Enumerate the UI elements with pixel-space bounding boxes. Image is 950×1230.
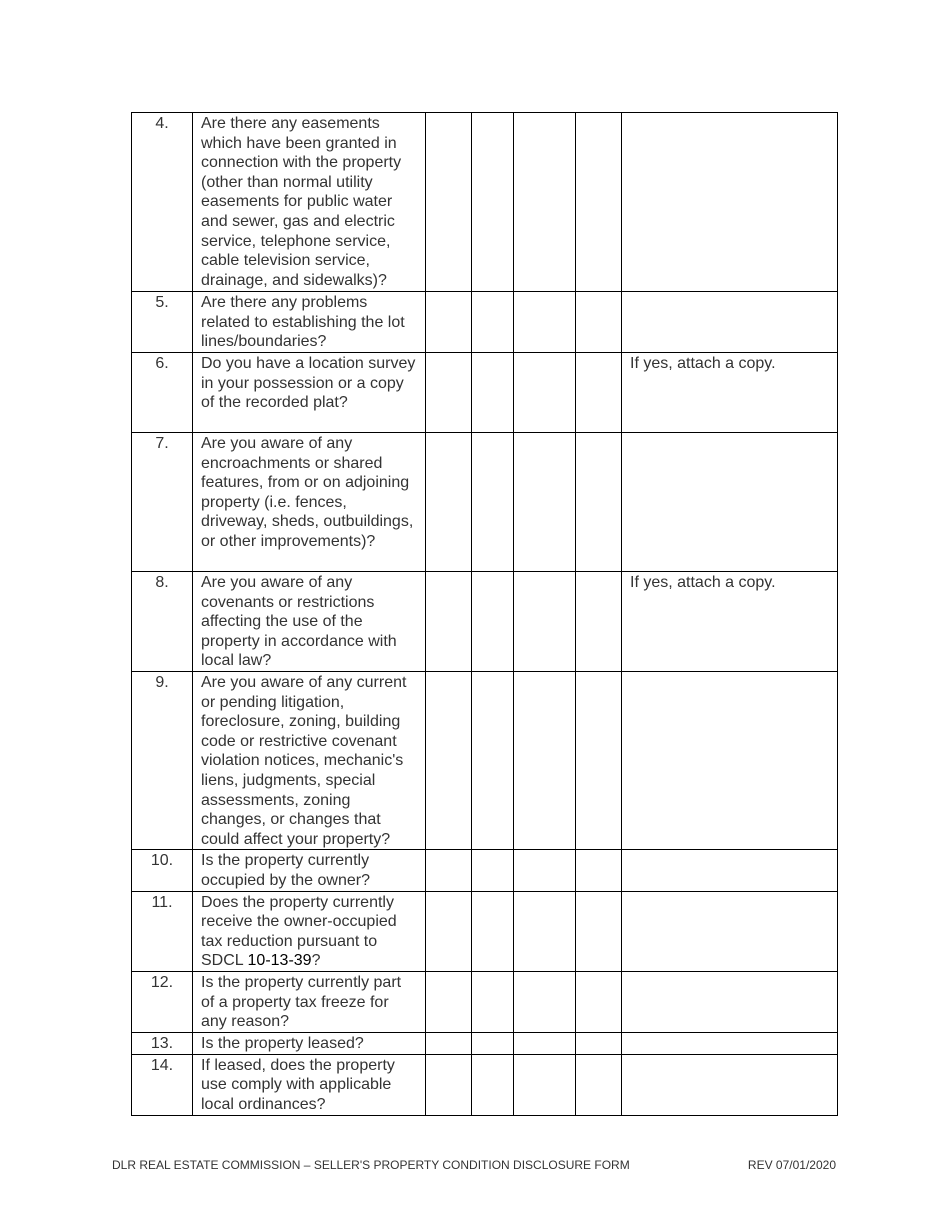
question-text: Is the property leased? <box>193 1032 426 1054</box>
unknown-cell[interactable] <box>514 353 576 433</box>
na-cell[interactable] <box>576 1054 622 1115</box>
row-number: 12. <box>132 971 193 1032</box>
question-text: Is the property currently part of a property tax freeze for any reason? <box>193 971 426 1032</box>
na-cell[interactable] <box>576 1032 622 1054</box>
row-number: 9. <box>132 672 193 850</box>
yes-cell[interactable] <box>426 292 472 353</box>
comment-cell[interactable] <box>622 113 838 292</box>
unknown-cell[interactable] <box>514 891 576 971</box>
disclosure-table <box>131 112 838 1116</box>
no-cell[interactable] <box>472 1032 514 1054</box>
comment-cell[interactable] <box>622 971 838 1032</box>
unknown-cell[interactable] <box>514 113 576 292</box>
no-cell[interactable] <box>472 1054 514 1115</box>
row-number: 6. <box>132 353 193 433</box>
yes-cell[interactable] <box>426 1054 472 1115</box>
question-text: Are there any problems related to establishing the lot lines/boundaries? <box>193 292 426 353</box>
row-number: 5. <box>132 292 193 353</box>
unknown-cell[interactable] <box>514 292 576 353</box>
question-text: If leased, does the property use comply with applicable local ordinances? <box>193 1054 426 1115</box>
comment-cell[interactable] <box>622 433 838 572</box>
na-cell[interactable] <box>576 672 622 850</box>
yes-cell[interactable] <box>426 672 472 850</box>
statute-code: 10-13-39 <box>247 952 312 970</box>
comment-cell[interactable] <box>622 1032 838 1054</box>
no-cell[interactable] <box>472 292 514 353</box>
table-row <box>132 292 838 353</box>
na-cell[interactable] <box>576 113 622 292</box>
row-number: 13. <box>132 1032 193 1054</box>
comment-cell[interactable] <box>622 672 838 850</box>
question-text <box>193 891 426 971</box>
row-number: 14. <box>132 1054 193 1115</box>
comment-cell[interactable]: If yes, attach a copy. <box>622 572 838 672</box>
comment-cell[interactable] <box>622 891 838 971</box>
question-text: Are you aware of any covenants or restrictions affecting the use of the property in accordance with local law? <box>193 572 426 672</box>
yes-cell[interactable] <box>426 353 472 433</box>
unknown-cell[interactable] <box>514 850 576 891</box>
question-text: Do you have a location survey in your possession or a copy of the recorded plat? <box>193 353 426 433</box>
question-text: Is the property currently occupied by the owner? <box>193 850 426 891</box>
question-text: Are you aware of any encroachments or shared features, from or on adjoining property (i.e. fences, driveway, sheds, outbuildings, or other improvements)? <box>193 433 426 572</box>
table-row <box>132 1054 838 1115</box>
yes-cell[interactable] <box>426 1032 472 1054</box>
unknown-cell[interactable] <box>514 572 576 672</box>
unknown-cell[interactable] <box>514 971 576 1032</box>
table-row <box>132 1032 838 1054</box>
no-cell[interactable] <box>472 572 514 672</box>
footer-form-title: DLR REAL ESTATE COMMISSION – SELLER'S PROPERTY CONDITION DISCLOSURE FORM <box>112 1158 630 1172</box>
na-cell[interactable] <box>576 572 622 672</box>
na-cell[interactable] <box>576 433 622 572</box>
unknown-cell[interactable] <box>514 1054 576 1115</box>
unknown-cell[interactable] <box>514 433 576 572</box>
yes-cell[interactable] <box>426 850 472 891</box>
row-number: 4. <box>132 113 193 292</box>
yes-cell[interactable] <box>426 433 472 572</box>
unknown-cell[interactable] <box>514 1032 576 1054</box>
no-cell[interactable] <box>472 971 514 1032</box>
no-cell[interactable] <box>472 353 514 433</box>
no-cell[interactable] <box>472 672 514 850</box>
na-cell[interactable] <box>576 292 622 353</box>
comment-cell[interactable] <box>622 292 838 353</box>
table-row <box>132 353 838 433</box>
question-text-suffix: ? <box>311 952 321 970</box>
table-row <box>132 672 838 850</box>
no-cell[interactable] <box>472 891 514 971</box>
row-number: 10. <box>132 850 193 891</box>
na-cell[interactable] <box>576 353 622 433</box>
unknown-cell[interactable] <box>514 672 576 850</box>
table-row <box>132 891 838 971</box>
question-text: Are there any easements which have been granted in connection with the property (other than normal utility easements for public water and sewer, gas and electric service, telephone service, cable television service, drainage, and sidewalks)? <box>193 113 426 292</box>
comment-cell[interactable] <box>622 850 838 891</box>
no-cell[interactable] <box>472 850 514 891</box>
na-cell[interactable] <box>576 850 622 891</box>
comment-cell[interactable]: If yes, attach a copy. <box>622 353 838 433</box>
row-number: 7. <box>132 433 193 572</box>
comment-cell[interactable] <box>622 1054 838 1115</box>
na-cell[interactable] <box>576 971 622 1032</box>
table-row <box>132 572 838 672</box>
no-cell[interactable] <box>472 433 514 572</box>
question-text: Are you aware of any current or pending litigation, foreclosure, zoning, building code or restrictive covenant violation notices, mechanic's liens, judgments, special assessments, zoning changes, or changes that could affect your property? <box>193 672 426 850</box>
table-row <box>132 850 838 891</box>
yes-cell[interactable] <box>426 113 472 292</box>
yes-cell[interactable] <box>426 572 472 672</box>
yes-cell[interactable] <box>426 971 472 1032</box>
row-number: 8. <box>132 572 193 672</box>
table-row <box>132 433 838 572</box>
question-text-prefix: Does the property currently receive the owner-occupied tax reduction pursuant to SDCL <box>201 893 397 970</box>
na-cell[interactable] <box>576 891 622 971</box>
table-row <box>132 971 838 1032</box>
footer-revision: REV 07/01/2020 <box>747 1158 836 1172</box>
table-row <box>132 113 838 292</box>
row-number: 11. <box>132 891 193 971</box>
no-cell[interactable] <box>472 113 514 292</box>
yes-cell[interactable] <box>426 891 472 971</box>
